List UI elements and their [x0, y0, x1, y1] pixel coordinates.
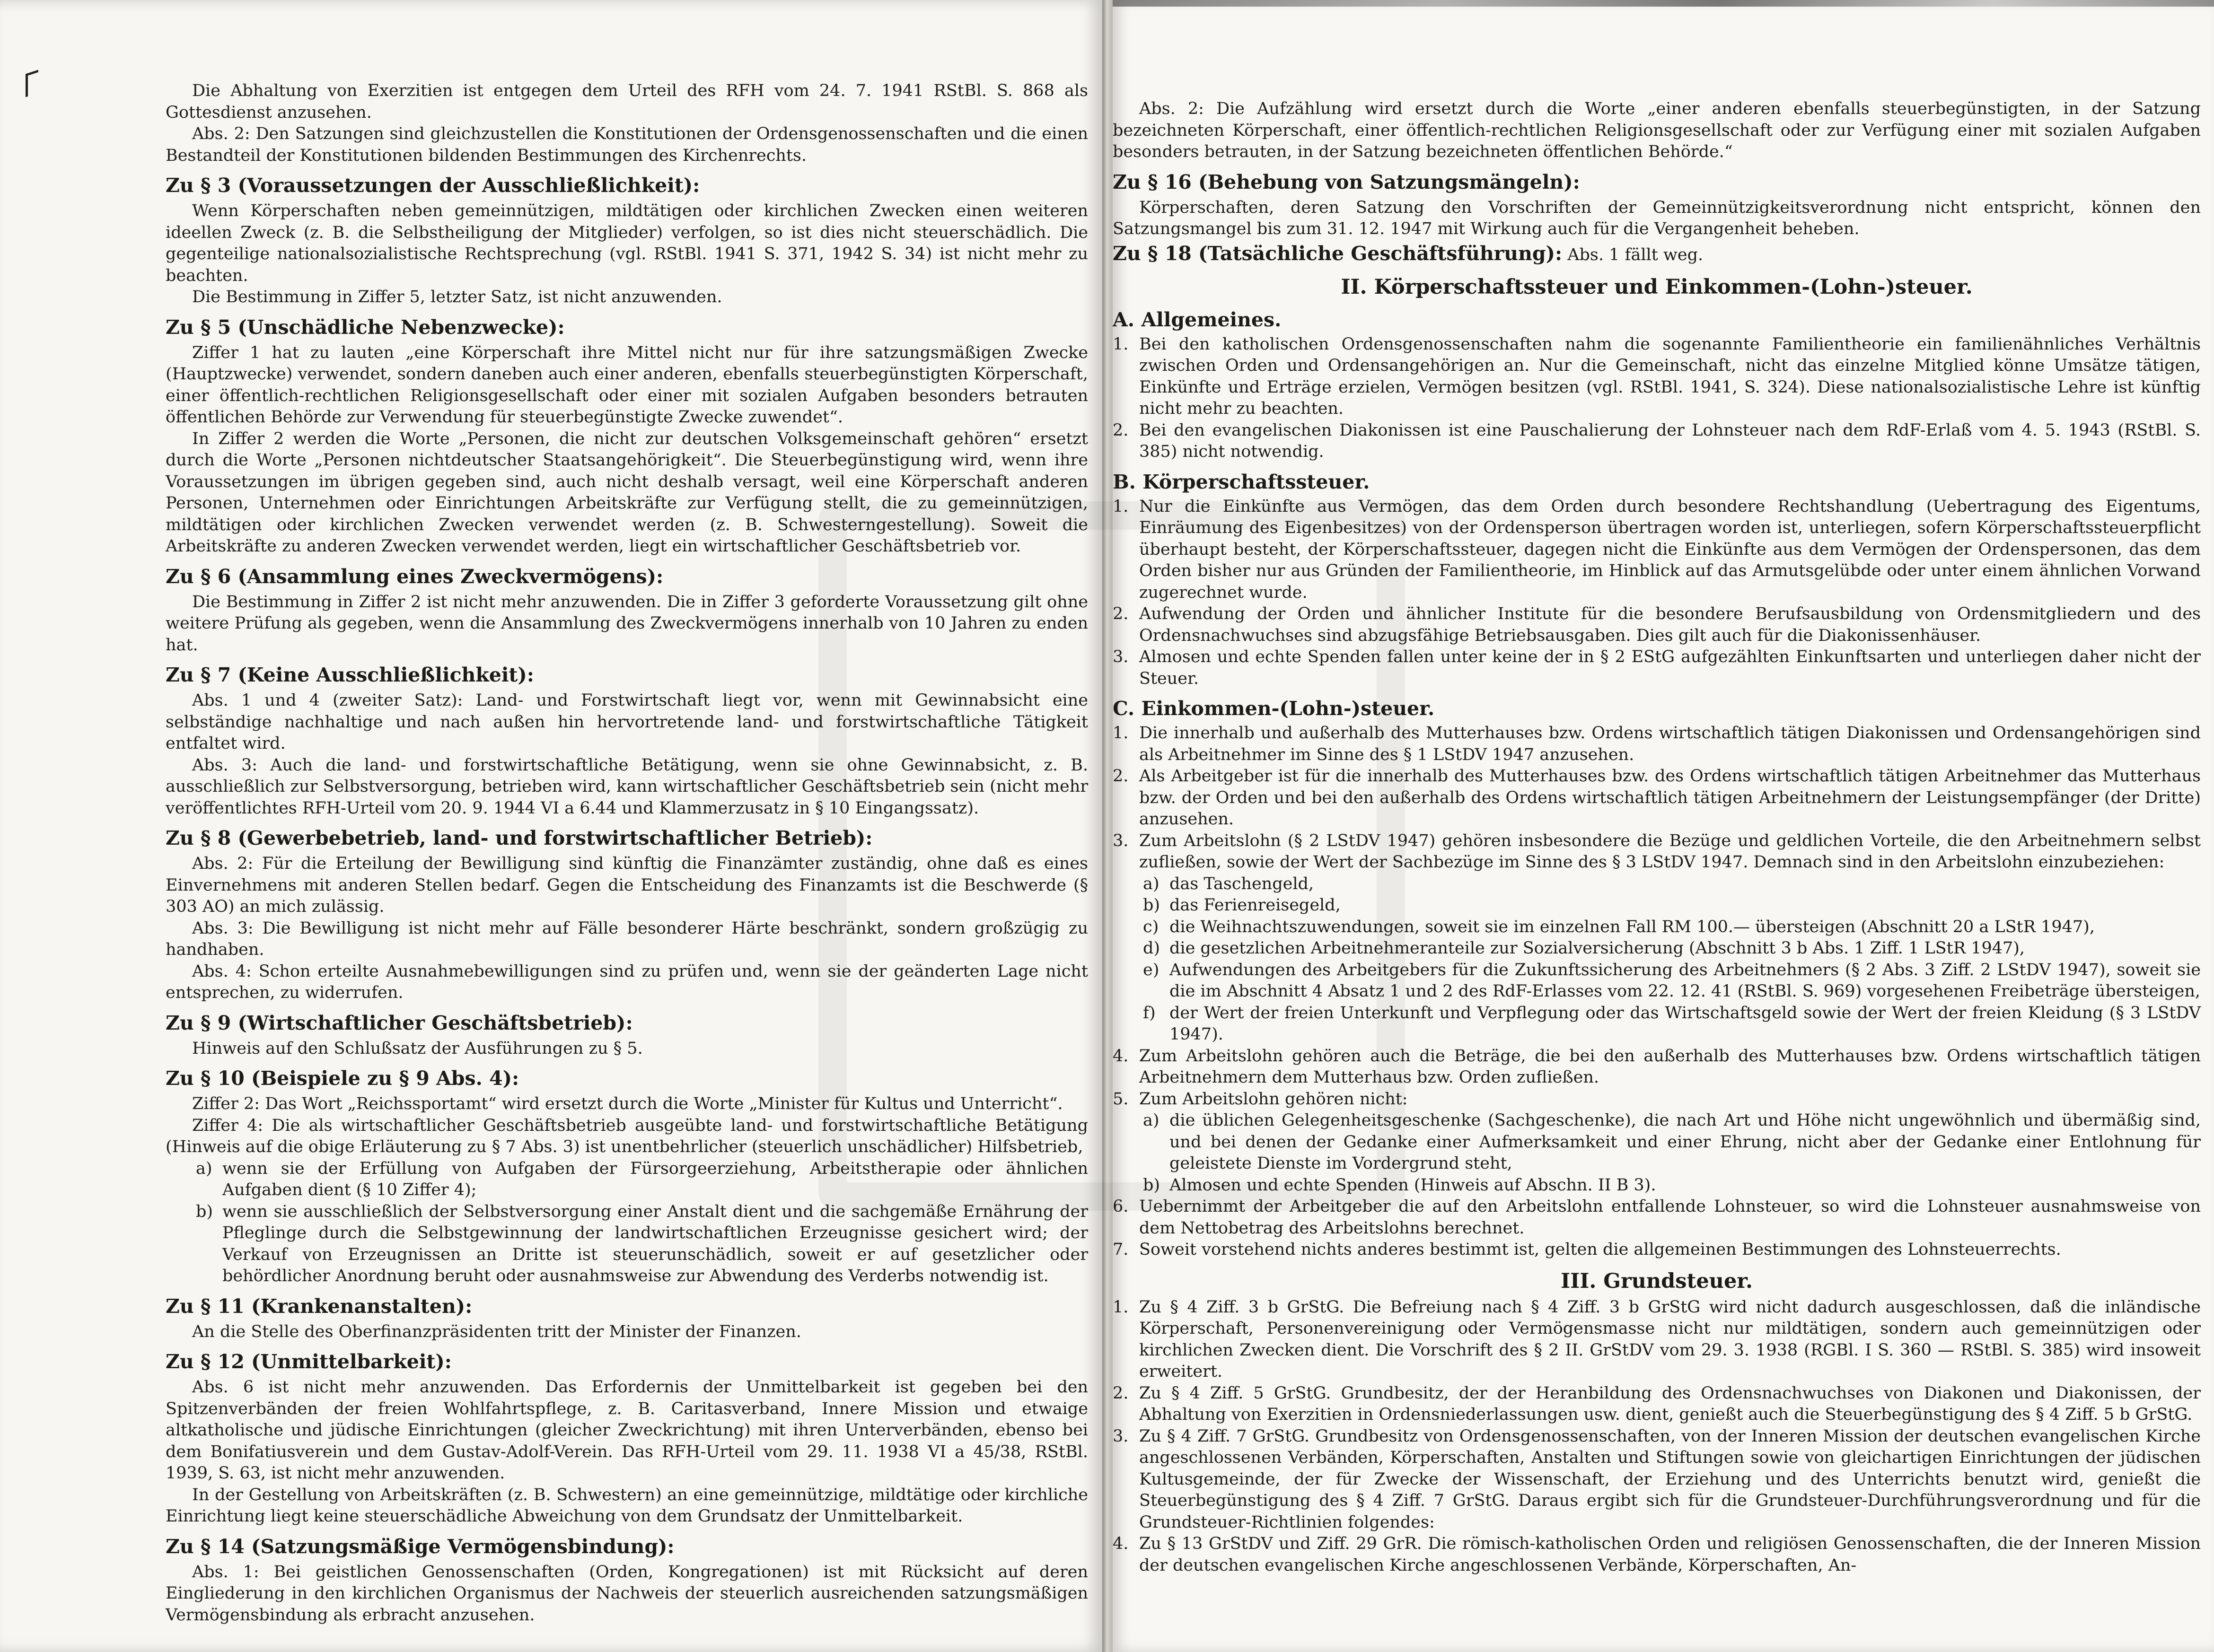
- list-item-number: 1.: [1113, 1297, 1129, 1317]
- list-item-text: Zum Arbeitslohn gehören nicht:: [1139, 1089, 1408, 1109]
- numbered-list: [1113, 766, 2201, 830]
- list-item-text: wenn sie der Erfüllung von Aufgaben der Fürsorgeerziehung, Arbeitstherapie oder ähnlichen Aufgaben dient (§ 10 Ziffer 4);: [222, 1159, 1088, 1199]
- paragraph-heading: Zu § 3 (Voraussetzungen der Ausschließlichkeit):: [166, 174, 700, 197]
- paragraph-text: Abs. 2: Den Satzungen sind gleichzustellen die Konstitutionen der Ordensgenossenschaften und die einen Bestandteil der Konstitutionen bildenden Bestimmungen des Kirchenrechts.: [166, 124, 1088, 165]
- list-item-text: Bei den katholischen Ordensgenossenschaften nahm die sogenannte Familientheorie ein familienähnliches Verhältnis zwischen Orden und Ordensangehörigen an. Nur die Gemeinschaft, nicht das einzelne Mitglied könne Umsätze tätigen, Einkünfte und Erträge erzielen, Vermögen besitzen (vgl. RStBl. 1941, S. 324). Diese nationalsozialistische Lehre ist künftig nicht mehr zu beachten.: [1139, 334, 2201, 418]
- paragraph-text: Abs. 1 und 4 (zweiter Satz): Land- und Forstwirtschaft liegt vor, wenn mit Gewinnabsicht eine selbständige nachhaltige und nach außen hin hervortretende land- und forstwirtschaftliche Tätigkeit entfaltet wird.: [166, 691, 1088, 753]
- list-item-text: der Wert der freien Unterkunft und Verpflegung oder das Wirtschaftsgeld sowie der Wert der freien Kleidung (§ 3 LStDV 1947).: [1169, 1003, 2201, 1044]
- list-item: [1113, 938, 2201, 960]
- numbered-list: [1113, 647, 2201, 690]
- left-page: [0, 0, 1102, 1652]
- book-gutter: [1102, 0, 1113, 1652]
- paragraph-heading: B. Körperschaftssteuer.: [1113, 470, 1370, 493]
- paragraph-heading: A. Allgemeines.: [1113, 308, 1282, 331]
- list-item: [1113, 830, 2201, 874]
- list-item-number: 2.: [1113, 767, 1129, 786]
- numbered-list: [1113, 1383, 2201, 1426]
- paragraph-heading: Zu § 8 (Gewerbebetrieb, land- und forstwirtschaftlicher Betrieb):: [166, 827, 873, 849]
- list-item-number: 2.: [1113, 604, 1129, 623]
- list-item-number: 1.: [1113, 724, 1129, 743]
- paragraph-heading: Zu § 12 (Unmittelbarkeit):: [166, 1350, 452, 1373]
- sub-list: [1113, 938, 2201, 960]
- list-item-number: 4.: [1113, 1534, 1129, 1553]
- list-item: [1113, 334, 2201, 420]
- list-item-text: Zu § 13 GrStDV und Ziff. 29 GrR. Die römisch-katholischen Orden und religiösen Genossenschaften, die der Inneren Mission der deutschen evangelischen Kirche angeschlossenen Verbände, Körperschaften, An-: [1139, 1534, 2201, 1575]
- list-item-number: c): [1143, 917, 1159, 936]
- list-item-number: b): [1143, 896, 1160, 915]
- paragraph-text: Körperschaften, deren Satzung den Vorschriften der Gemeinnützigkeitsverordnung nicht entspricht, können den Satzungsmangel bis zum 31. 12. 1947 mit Wirkung auch für die Vergangenheit beheben.: [1113, 198, 2201, 238]
- list-item: [1113, 603, 2201, 647]
- paragraph-heading: Zu § 16 (Behebung von Satzungsmängeln):: [1113, 170, 1580, 193]
- list-item: [1113, 1003, 2201, 1046]
- list-item-text: Als Arbeitgeber ist für die innerhalb des Mutterhauses bzw. des Ordens wirtschaftlich tätigen Arbeitnehmer das Mutterhaus bzw. der Orden und bei den außerhalb des Ordens wirtschaftlich tätigen Arbeitnehmern der Leistungsempfänger (der Dritte) anzusehen.: [1139, 767, 2201, 829]
- paragraph-text: Wenn Körperschaften neben gemeinnützigen, mildtätigen oder kirchlichen Zwecken einen weiteren ideellen Zweck (z. B. die Selbstheiligung der Mitglieder) verfolgen, so ist dies nicht steuerschädlich. Die gegenteilige nationalsozialistische Rechtsprechung (vgl. RStBl. 1941 S. 371, 1942 S. 34) ist nicht mehr zu beachten.: [166, 201, 1088, 285]
- list-item-text: Almosen und echte Spenden fallen unter keine der in § 2 EStG aufgezählten Einkunftsarten und unterliegen daher nicht der Steuer.: [1139, 647, 2201, 688]
- paragraph-heading: Zu § 9 (Wirtschaftlicher Geschäftsbetrieb):: [166, 1011, 633, 1034]
- list-item-number: a): [196, 1159, 212, 1178]
- left-column: [166, 80, 1088, 1626]
- paragraph-text: Ziffer 1 hat zu lauten „eine Körperschaft ihre Mittel nicht nur für ihre satzungsmäßigen Zwecke (Hauptzwecke) verwendet, sondern daneben auch einer anderen, ebenfalls steuerbegünstigten Körperschaft, einer öffentlich-rechtlichen Religionsgesellschaft oder einer mit sozialen Aufgaben besonders betrauten öffentlichen Behörde zur Verwendung für steuerbegünstigte Zwecke zuwendet“.: [166, 343, 1088, 427]
- numbered-list: [1113, 1239, 2201, 1261]
- list-item: [1113, 1426, 2201, 1534]
- paragraph-heading: Zu § 11 (Krankenanstalten):: [166, 1294, 473, 1318]
- list-item-text: das Ferienreisegeld,: [1169, 896, 1341, 915]
- paragraph-text: In Ziffer 2 werden die Worte „Personen, die nicht zur deutschen Volksgemeinschaft gehören“ ersetzt durch die Worte „Personen nichtdeutscher Staatsangehörigkeit“. Die Steuerbegünstigung wird, wenn ihre Voraussetzungen im übrigen gegeben sind, auch nicht deshalb versagt, weil eine Körperschaft anderen Personen, Unternehmen oder Einrichtungen Arbeitskräfte zur Verfügung stellt, die zu gemeinnützigen, mildtätigen oder kirchlichen Zwecken verwendet werden (z. B. Schwesterngestellung). Soweit die Arbeitskräfte zu anderen Zwecken verwendet werden, liegt ein wirtschaftlicher Geschäftsbetrieb vor.: [166, 429, 1088, 556]
- paragraph-heading: Zu § 10 (Beispiele zu § 9 Abs. 4):: [166, 1067, 519, 1090]
- list-item-number: 7.: [1113, 1240, 1129, 1259]
- numbered-list: [1113, 723, 2201, 766]
- list-item-text: Zum Arbeitslohn (§ 2 LStDV 1947) gehören insbesondere die Bezüge und geldlichen Vorteile, die den Arbeitnehmern selbst zufließen, sowie der Wert der Sachbezüge im Sinne des § 3 LStDV 1947. Demnach sind in den Arbeitslohn einzubeziehen:: [1139, 831, 2201, 872]
- numbered-list: [1113, 1533, 2201, 1576]
- list-item: [1113, 647, 2201, 690]
- list-item-number: a): [1143, 1111, 1160, 1130]
- list-item: [1113, 496, 2201, 604]
- paragraph-text: Die Bestimmung in Ziffer 5, letzter Satz, ist nicht anzuwenden.: [192, 288, 722, 306]
- list-item-text: die gesetzlichen Arbeitnehmeranteile zur Sozialversicherung (Abschnitt 3 b Abs. 1 Ziff. 1 LStR 1947),: [1169, 939, 2025, 958]
- sub-list: [1113, 1175, 2201, 1197]
- list-item-text: Zum Arbeitslohn gehören auch die Beträge, die bei den außerhalb des Mutterhauses bzw. Ordens wirtschaftlich tätigen Arbeitnehmern dem Mutterhaus bzw. Orden zufließen.: [1139, 1046, 2201, 1087]
- paragraph-text: Ziffer 2: Das Wort „Reichssportamt“ wird ersetzt durch die Worte „Minister für Kultus und Unterricht“.: [192, 1094, 1063, 1113]
- list-item-number: 3.: [1113, 1426, 1129, 1446]
- paragraph-heading: Zu § 18 (Tatsächliche Geschäftsführung):: [1113, 242, 1563, 265]
- list-item-text: Uebernimmt der Arbeitgeber die auf den Arbeitslohn entfallende Lohnsteuer, so wird die Lohnsteuer ausnahmsweise von dem Nettobetrag des Arbeitslohns berechnet.: [1139, 1197, 2201, 1238]
- sub-list: [166, 1201, 1088, 1287]
- list-item: [1113, 420, 2201, 463]
- list-item-number: b): [196, 1202, 213, 1221]
- paragraph-text: Hinweis auf den Schlußsatz der Ausführungen zu § 5.: [192, 1039, 643, 1058]
- paragraph-text: Abs. 2: Für die Erteilung der Bewilligung sind künftig die Finanzämter zuständig, ohne daß es eines Einvernehmens mit anderen Stellen bedarf. Gegen die Entscheidung des Finanzamts ist die Beschwerde (§ 303 AO) an mich zulässig.: [166, 854, 1088, 916]
- list-item-text: Soweit vorstehend nichts anderes bestimmt ist, gelten die allgemeinen Bestimmungen des Lohnsteuerrechts.: [1139, 1240, 2061, 1259]
- page-top-edge: [1113, 0, 2214, 7]
- list-item-number: b): [1143, 1175, 1160, 1195]
- list-item-number: 3.: [1113, 831, 1129, 850]
- list-item: [1113, 1175, 2201, 1197]
- list-item-text: Bei den evangelischen Diakonissen ist eine Pauschalierung der Lohnsteuer nach dem RdF-Erlaß vom 4. 5. 1943 (RStBl. S. 385) nicht notwendig.: [1139, 420, 2201, 461]
- sub-list: [1113, 874, 2201, 895]
- list-item-number: 4.: [1113, 1046, 1129, 1066]
- paragraph-heading: C. Einkommen-(Lohn-)steuer.: [1113, 697, 1435, 720]
- paragraph-heading: Zu § 6 (Ansammlung eines Zweckvermögens):: [166, 565, 664, 588]
- list-item-number: 2.: [1113, 1383, 1129, 1403]
- paragraph-heading: Zu § 5 (Unschädliche Nebenzwecke):: [166, 315, 565, 339]
- paragraph-text: Die Bestimmung in Ziffer 2 ist nicht mehr anzuwenden. Die in Ziffer 3 geforderte Voraussetzung gilt ohne weitere Prüfung als gegeben, wenn die Ansammlung des Zweckvermögens innerhalb von 10 Jahren zu enden hat.: [166, 592, 1088, 655]
- list-item: [1113, 1383, 2201, 1426]
- list-item: [1113, 1297, 2201, 1383]
- paragraph-text: Abs. 4: Schon erteilte Ausnahmebewilligungen sind zu prüfen und, wenn sie der geänderten Lage nicht entsprechen, zu widerrufen.: [166, 961, 1088, 1002]
- paragraph-heading: Zu § 7 (Keine Ausschließlichkeit):: [166, 664, 534, 686]
- numbered-list: [1113, 1426, 2201, 1534]
- paragraph-heading-inline: [1113, 240, 2201, 267]
- list-item-number: f): [1143, 1003, 1156, 1023]
- list-item-text: Almosen und echte Spenden (Hinweis auf Abschn. II B 3).: [1169, 1175, 1656, 1195]
- sub-list: [1113, 1110, 2201, 1175]
- list-item-text: Zu § 4 Ziff. 5 GrStG. Grundbesitz, der der Heranbildung des Ordensnachwuchses von Diakonen und Diakonissen, der Abhaltung von Exerzitien in Ordensniederlassungen usw. dient, genießt auch die Steuerbegünstigung des § 4 Ziff. 5 b GrStG.: [1139, 1383, 2201, 1424]
- right-page: [1113, 0, 2214, 1652]
- numbered-list: [1113, 830, 2201, 874]
- paragraph-text: Abs. 1 fällt weg.: [1562, 245, 1704, 264]
- numbered-list: [1113, 420, 2201, 463]
- list-item-text: die üblichen Gelegenheitsgeschenke (Sachgeschenke), die nach Art und Höhe nicht ungewöhnlich und übermäßig sind, und bei denen der Gedanke einer Aufmerksamkeit und einer Ehrung, nicht aber der Gedanke einer Entlohnung für geleistete Dienste im Vordergrund steht,: [1169, 1111, 2201, 1173]
- right-column: [1113, 98, 2201, 1576]
- numbered-list: [1113, 334, 2201, 420]
- list-item: [1113, 1533, 2201, 1576]
- list-item-number: 1.: [1113, 497, 1129, 516]
- paragraph-text: Abs. 3: Auch die land- und forstwirtschaftliche Betätigung, wenn sie ohne Gewinnabsicht, z. B. ausschließlich zur Selbstversorgung, betrieben wird, kann wirtschaftlicher Geschäftsbetrieb sein (nicht mehr veröffentlichtes RFH-Urteil vom 20. 9. 1944 VI a 6.44 und Klammerzusatz in § 10 Eingangssatz).: [166, 755, 1088, 818]
- list-item: [1113, 1239, 2201, 1261]
- list-item-number: 5.: [1113, 1089, 1129, 1109]
- list-item: [1113, 1110, 2201, 1175]
- paragraph-text: Abs. 3: Die Bewilligung ist nicht mehr auf Fälle besonderer Härte beschränkt, sondern großzügig zu handhaben.: [166, 918, 1088, 959]
- paragraph-text: Die Abhaltung von Exerzitien ist entgegen dem Urteil des RFH vom 24. 7. 1941 RStBl. S. 868 als Gottesdienst anzusehen.: [166, 81, 1088, 122]
- list-item-text: Zu § 4 Ziff. 7 GrStG. Grundbesitz von Ordensgenossenschaften, von der Inneren Mission der deutschen evangelischen Kirche angeschlossenen Verbänden, Körperschaften, Anstalten und Stiftungen sowie von gleichartigen Einrichtungen der jüdischen Kultusgemeinde, der für Zwecke der Wissenschaft, der Erziehung und des Unterrichts benutzt wird, genießt die Steuerbegünstigung des § 4 Ziff. 7 GrStG. Daraus ergibt sich für die Grundsteuer-Durchführungsverordnung und für die Grundsteuer-Richtlinien folgendes:: [1139, 1426, 2201, 1532]
- sub-list: [1113, 917, 2201, 938]
- list-item-number: d): [1143, 939, 1160, 958]
- list-item-number: 1.: [1113, 334, 1129, 354]
- sub-list: [1113, 960, 2201, 1003]
- paragraph-text: Ziffer 4: Die als wirtschaftlicher Geschäftsbetrieb ausgeübte land- und forstwirtschaftliche Betätigung (Hinweis auf die obige Erläuterung zu § 7 Abs. 3) ist unentbehrlicher (steuerlich unschädlicher) Hilfsbetrieb,: [166, 1116, 1088, 1156]
- list-item-number: 3.: [1113, 647, 1129, 666]
- list-item-text: Aufwendung der Orden und ähnlicher Institute für die besondere Berufsausbildung von Ordensmitgliedern und des Ordensnachwuchses sind abzugsfähige Betriebsausgaben. Dies gilt auch für die Diakonissenhäuser.: [1139, 604, 2201, 645]
- paragraph-text: In der Gestellung von Arbeitskräften (z. B. Schwestern) an eine gemeinnützige, mildtätige oder kirchliche Einrichtung liegt keine steuerschädliche Abweichung von dem Grundsatz der Unmittelbarkeit.: [166, 1485, 1088, 1526]
- list-item: [1113, 895, 2201, 917]
- list-item-text: die Weihnachtszuwendungen, soweit sie im einzelnen Fall RM 100.— übersteigen (Abschnitt 20 a LStR 1947),: [1169, 917, 2095, 936]
- list-item: [1113, 723, 2201, 766]
- sub-list: [166, 1158, 1088, 1201]
- list-item-text: das Taschengeld,: [1169, 874, 1314, 893]
- numbered-list: [1113, 1046, 2201, 1089]
- list-item: [166, 1158, 1088, 1201]
- list-item-text: Die innerhalb und außerhalb des Mutterhauses bzw. Ordens wirtschaftlich tätigen Diakonissen und Ordensangehörigen sind als Arbeitnehmer im Sinne des § 1 LStDV 1947 anzusehen.: [1139, 724, 2201, 764]
- list-item: [1113, 917, 2201, 938]
- list-item: [1113, 960, 2201, 1003]
- numbered-list: [1113, 1089, 2201, 1110]
- list-item-number: 6.: [1113, 1197, 1129, 1216]
- section-heading: II. Körperschaftssteuer und Einkommen-(Lohn-)steuer.: [1341, 275, 1973, 299]
- sub-list: [1113, 895, 2201, 917]
- list-item: [166, 1201, 1088, 1287]
- sub-list: [1113, 1003, 2201, 1046]
- list-item: [1113, 1046, 2201, 1089]
- numbered-list: [1113, 603, 2201, 647]
- numbered-list: [1113, 1196, 2201, 1239]
- paragraph-text: Abs. 2: Die Aufzählung wird ersetzt durch die Worte „einer anderen ebenfalls steuerbegünstigten, in der Satzung bezeichneten Körperschaft, einer öffentlich-rechtlichen Religionsgesellschaft oder zur Verfügung einer mit sozialen Aufgaben besonders betrauten, in der Satzung bezeichneten öffentlichen Behörde.“: [1113, 99, 2201, 161]
- list-item-number: 2.: [1113, 420, 1129, 440]
- list-item: [1113, 874, 2201, 895]
- list-item-text: Nur die Einkünfte aus Vermögen, das dem Orden durch besondere Rechtshandlung (Uebertragung des Eigentums, Einräumung des Eigenbesitzes) von der Ordensperson übertragen worden ist, unterliegen, sofern Körperschaftssteuerpflicht überhaupt besteht, der Körperschaftssteuer, dagegen nicht die Einkünfte aus dem Vermögen der Ordenspersonen, das dem Orden bisher nur aus Gründen der Familientheorie, im Hinblick auf das Armutsgelübde oder unter einem ähnlichen Vorwand zugerechnet wurde.: [1139, 497, 2201, 602]
- numbered-list: [1113, 496, 2201, 604]
- list-item-number: e): [1143, 960, 1160, 979]
- list-item: [1113, 1196, 2201, 1239]
- list-item-text: Zu § 4 Ziff. 3 b GrStG. Die Befreiung nach § 4 Ziff. 3 b GrStG wird nicht dadurch ausgeschlossen, daß die inländische Körperschaft, Personenvereinigung oder Vermögensmasse nicht nur mildtätigen, sondern auch gemeinnützigen oder kirchlichen Zwecken dient. Die Vorschrift des § 2 II. GrStDV vom 29. 3. 1938 (RGBl. I S. 360 — RStBl. S. 385) wird insoweit erweitert.: [1139, 1297, 2201, 1381]
- list-item-number: a): [1143, 874, 1160, 893]
- paragraph-heading: Zu § 14 (Satzungsmäßige Vermögensbindung):: [166, 1535, 675, 1558]
- numbered-list: [1113, 1297, 2201, 1383]
- paragraph-text: Abs. 1: Bei geistlichen Genossenschaften (Orden, Kongregationen) ist mit Rücksicht auf deren Eingliederung in den kirchlichen Organismus der Nachweis der steuerlich ausreichenden satzungsmäßigen Vermögensbindung als erbracht anzusehen.: [166, 1562, 1088, 1625]
- list-item-text: wenn sie ausschließlich der Selbstversorgung einer Anstalt dient und die sachgemäße Ernährung der Pfleglinge durch die Selbstgewinnung der landwirtschaftlichen Erzeugnisse gesichert wird; der Verkauf von Erzeugnissen an Dritte ist steuerunschädlich, soweit er auf gesetzlicher oder behördlicher Anordnung beruht oder ausnahmsweise zur Abwendung des Verderbs notwendig ist.: [222, 1202, 1088, 1285]
- list-item-text: Aufwendungen des Arbeitgebers für die Zukunftssicherung des Arbeitnehmers (§ 2 Abs. 3 Ziff. 2 LStDV 1947), soweit sie die im Abschnitt 4 Absatz 1 und 2 des RdF-Erlasses vom 22. 12. 41 (RStBl. S. 969) vorgesehenen Freibeträge übersteigen,: [1169, 960, 2201, 1001]
- corner-mark: [26, 70, 38, 97]
- paragraph-text: Abs. 6 ist nicht mehr anzuwenden. Das Erfordernis der Unmittelbarkeit ist gegeben bei den Spitzenverbänden der freien Wohlfahrtspflege, z. B. Caritasverband, Innere Mission und etwaige altkatholische und jüdische Einrichtungen (gleicher Zweckrichtung) mit ihren Unterverbänden, ebenso bei dem Bonifatiusverein und dem Gustav-Adolf-Verein. Das RFH-Urteil vom 29. 11. 1938 VI a 45/38, RStBl. 1939, S. 63, ist nicht mehr anzuwenden.: [166, 1378, 1088, 1483]
- paragraph-text: An die Stelle des Oberfinanzpräsidenten tritt der Minister der Finanzen.: [192, 1322, 801, 1341]
- list-item: [1113, 1089, 2201, 1110]
- list-item: [1113, 766, 2201, 830]
- section-heading: III. Grundsteuer.: [1561, 1269, 1753, 1293]
